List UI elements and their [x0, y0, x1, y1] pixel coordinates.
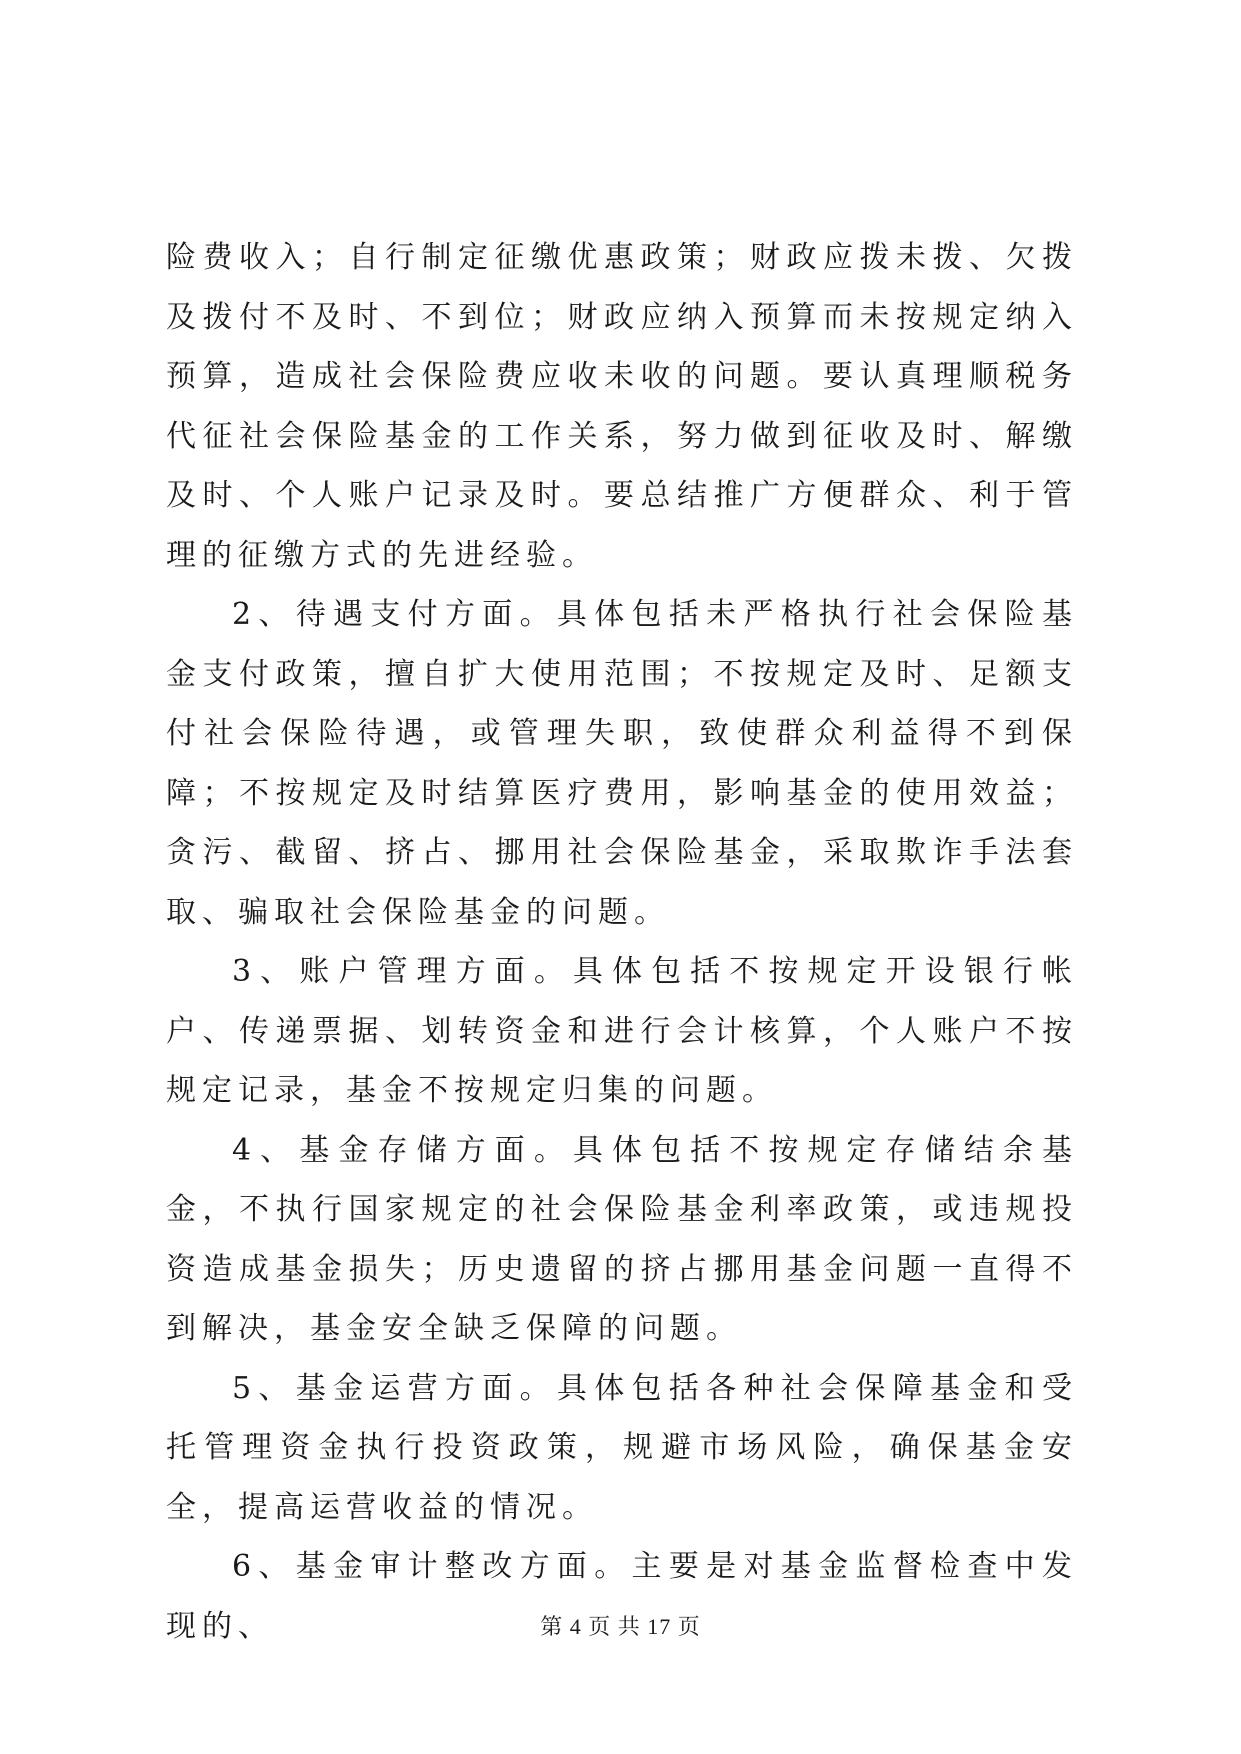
paragraph-item-5: 5、基金运营方面。具体包括各种社会保障基金和受托管理资金执行投资政策，规避市场风险，确保基金安全，提高运营收益的情况。: [166, 1370, 1078, 1525]
paragraph-item-6: 6、基金审计整改方面。主要是对基金监督检查中发现的、: [166, 1549, 1078, 1644]
paragraph-item-4: 4、基金存储方面。具体包括不按规定存储结余基金，不执行国家规定的社会保险基金利率政策，或违规投资造成基金损失；历史遗留的挤占挪用基金问题一直得不到解决，基金安全缺乏保障的问题。: [166, 1132, 1078, 1346]
document-body: [166, 228, 1078, 1656]
page-number-label: 第 4 页 共 17 页: [540, 1614, 701, 1639]
paragraph-continuation: 险费收入；自行制定征缴优惠政策；财政应拨未拨、欠拨及拨付不及时、不到位；财政应纳入预算而未按规定纳入预算，造成社会保险费应收未收的问题。要认真理顺税务代征社会保险基金的工作关系，努力做到征收及时、解缴及时、个人账户记录及时。要总结推广方便群众、利于管理的征缴方式的先进经验。: [166, 240, 1078, 573]
paragraph-item-3: 3、账户管理方面。具体包括不按规定开设银行帐户、传递票据、划转资金和进行会计核算，个人账户不按规定记录，基金不按规定归集的问题。: [166, 954, 1078, 1108]
paragraph-item-2: 2、待遇支付方面。具体包括未严格执行社会保险基金支付政策，擅自扩大使用范围；不按规定及时、足额支付社会保险待遇，或管理失职，致使群众利益得不到保障；不按规定及时结算医疗费用，影响基金的使用效益；贪污、截留、挤占、挪用社会保险基金，采取欺诈手法套取、骗取社会保险基金的问题。: [166, 597, 1078, 930]
page-footer: [0, 1610, 1241, 1641]
